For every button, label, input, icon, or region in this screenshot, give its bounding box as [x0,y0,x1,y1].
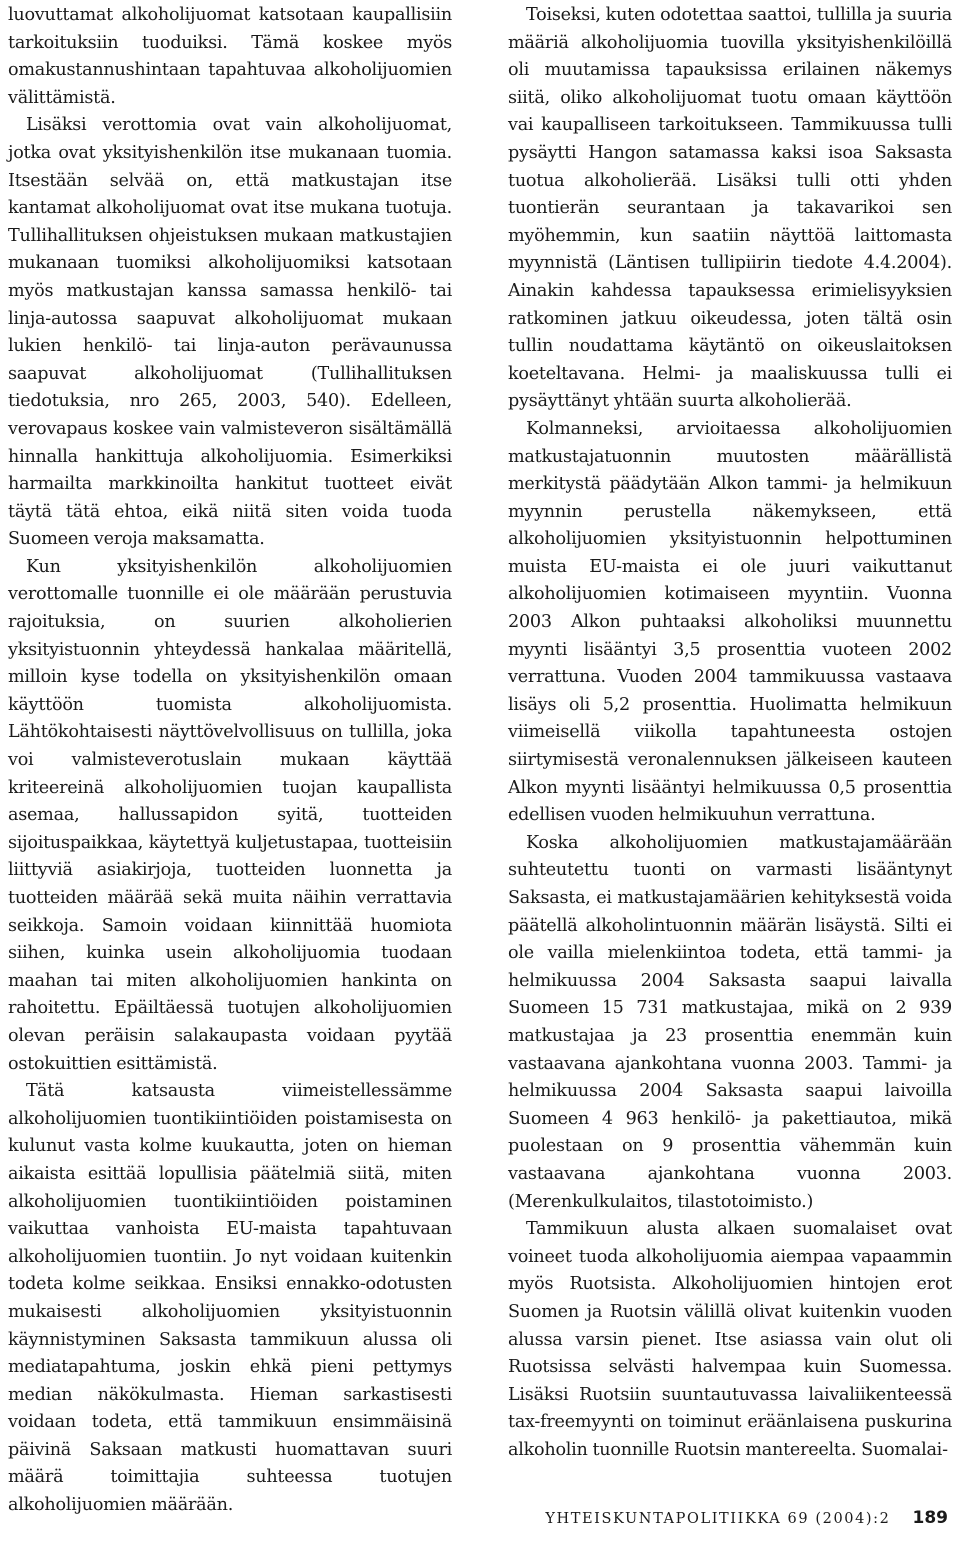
paragraph: Tammikuun alusta alkaen suomalaiset ovat voineet tuoda alkoholijuomia aiempaa vapaammin myös Ruotsista. Alkoholijuomien hintojen erot Suomen ja Ruotsin välillä olivat kuitenkin vuoden alussa varsin pienet. Itse asiassa vain olut oli Ruotsissa selvästi halvempaa kuin Suomessa. Lisäksi Ruotsiin suuntautuvassa laivaliikenteessä tax-freemyynti on toiminut eräänlaisena puskurina alkoholin tuonnille Ruotsin mantereelta. Suomalai- [508,1219,952,1460]
paragraph: Tätä katsausta viimeistellessämme alkoholijuomien tuontikiintiöiden poistamisesta on kulunut vasta kolme kuukautta, joten on hieman aikaista esittää lopullisia päätelmiä siitä, miten alkoholijuomien tuontikiintiöiden poistaminen vaikuttaa vanhoista EU-maista tapahtuvaan alkoholijuomien tuontiin. Jo nyt voidaan kuitenkin todeta kolme seikkaa. Ensiksi ennakko-odotusten mukaisesti alkoholijuomien yksityistuonnin käynnistyminen Saksasta tammikuun alussa oli mediatapahtuma, joskin ehkä pieni pettymys median näkökulmasta. Hieman sarkastisesti voidaan todeta, että tammikuun ensimmäisinä päivinä Saksaan matkusti huomattavan suuri määrä toimittajia suhteessa tuotujen alkoholijuomien määrään. [8,1081,452,1516]
paragraph: Koska alkoholijuomien matkustajamäärään suhteutettu tuonti on varmasti lisääntynyt Saksasta, ei matkustajamäärien kehityksestä voida päätellä alkoholintuonnin määrän lisäystä. Silti ei ole vailla mielenkiintoa todeta, että tammi- ja helmikuussa 2004 Saksasta saapui laivalla Suomeen 15 731 matkustajaa, mikä on 2 939 matkustajaa ja 23 prosenttia enemmän kuin vastaavana ajankohtana vuonna 2003. Tammi- ja helmikuussa 2004 Saksasta saapui laivoilla Suomeen 4 963 henkilö- ja pakettiautoa, mikä puolestaan on 9 prosenttia vähemmän kuin vastaavana ajankohtana vuonna 2003. (Merenkulkulaitos, tilastotoimisto.) [508,832,952,1212]
left-text-column [8,2,452,1520]
paragraph: Toiseksi, kuten odotettaa saattoi, tullilla ja suuria määriä alkoholijuomia tuovilla yksityishenkilöillä oli muutamissa tapauksissa erilainen näkemys siitä, oliko alkoholijuomat tuotu omaan käyttöön vai kaupalliseen tarkoitukseen. Tammikuussa tulli pysäytti Hangon satamassa kaksi isoa Saksasta tuotua alkoholierää. Lisäksi tulli otti yhden tuontierän seurantaan ja takavarikoi sen myöhemmin, kun saatiin näyttöä laittomasta myynnistä (Läntisen tullipiirin tiedote 4.4.2004). Ainakin kahdessa tapauksessa erimielisyyksien ratkominen jatkuu oikeudessa, joten tältä osin tullin noudattama käytäntö on oikeuslaitoksen koeteltavana. Helmi- ja maaliskuussa tulli ei pysäyttänyt yhtään suurta alkoholierää. [508,5,952,412]
page-footer [480,1508,948,1528]
page-number: 189 [912,1508,948,1528]
paragraph: luovuttamat alkoholijuomat katsotaan kaupallisiin tarkoituksiin tuoduiksi. Tämä koskee myös omakustannushintaan tapahtuvaa alkoholijuomien välittämistä. [8,5,452,108]
journal-title: YHTEISKUNTAPOLITIIKKA 69 (2004):2 [545,1511,891,1527]
paragraph: Kun yksityishenkilön alkoholijuomien verottomalle tuonnille ei ole määrään perustuvia rajoituksia, on suurien alkoholierien yksityistuonnin yhteydessä hankalaa määritellä, milloin kyse todella on yksityishenkilön omaan käyttöön tuomista alkoholijuomista. Lähtökohtaisesti näyttövelvollisuus on tullilla, joka voi valmisteverotuslain mukaan käyttää kriteereinä alkoholijuomien tuojan kaupallista asemaa, hallussapidon syitä, tuotteiden sijoituspaikkaa, käytettyä kuljetustapaa, tuotteisiin liittyviä asiakirjoja, tuotteiden luonnetta ja tuotteiden määrää sekä muita näihin verrattavia seikkoja. Samoin voidaan kiinnittää huomiota siihen, kuinka usein alkoholijuomia tuodaan maahan tai miten alkoholijuomien hankinta on rahoitettu. Epäiltäessä tuotujen alkoholijuomien olevan peräisin salakaupasta voidaan pyytää ostokuittien esittämistä. [8,556,452,1074]
right-text-column [508,2,952,1464]
paragraph: Kolmanneksi, arvioitaessa alkoholijuomien matkustajatuonnin muutosten määrällistä merkitystä päädytään Alkon tammi- ja helmikuun myynnin perustella näkemykseen, että alkoholijuomien yksityistuonnin helpottuminen muista EU-maista ei ole juuri vaikuttanut alkoholijuomien kotimaiseen myyntiin. Vuonna 2003 Alkon puhtaaksi alkoholiksi muunnettu myynti lisääntyi 3,5 prosenttia vuoteen 2002 verrattuna. Vuoden 2004 tammikuussa vastaava lisäys oli 5,2 prosenttia. Huolimatta helmikuun viimeisellä viikolla tapahtuneesta ostojen siirtymisestä veronalennuksen jälkeiseen kauteen Alkon myynti lisääntyi helmikuussa 0,5 prosenttia edellisen vuoden helmikuuhun verrattuna. [508,418,952,826]
paragraph: Lisäksi verottomia ovat vain alkoholijuomat, jotka ovat yksityishenkilön itse mukanaan tuomia. Itsestään selvää on, että matkustajan itse kantamat alkoholijuomat ovat itse mukana tuotuja. Tullihallituksen ohjeistuksen mukaan matkustajien mukanaan tuomiksi alkoholijuomiksi katsotaan myös matkustajan kanssa samassa henkilö- tai linja-autossa saapuvat alkoholijuomat mukaan lukien henkilö- tai linja-auton perävaunussa saapuvat alkoholijuomat (Tullihallituksen tiedotuksia, nro 265, 2003, 540). Edelleen, verovapaus koskee vain valmisteveron sisältämällä hinnalla hankittuja alkoholijuomia. Esimerkiksi harmailta markkinoilta hankitut tuotteet eivät täytä tätä ehtoa, eikä niitä siten voida tuoda Suomeen veroja maksamatta. [8,115,452,550]
